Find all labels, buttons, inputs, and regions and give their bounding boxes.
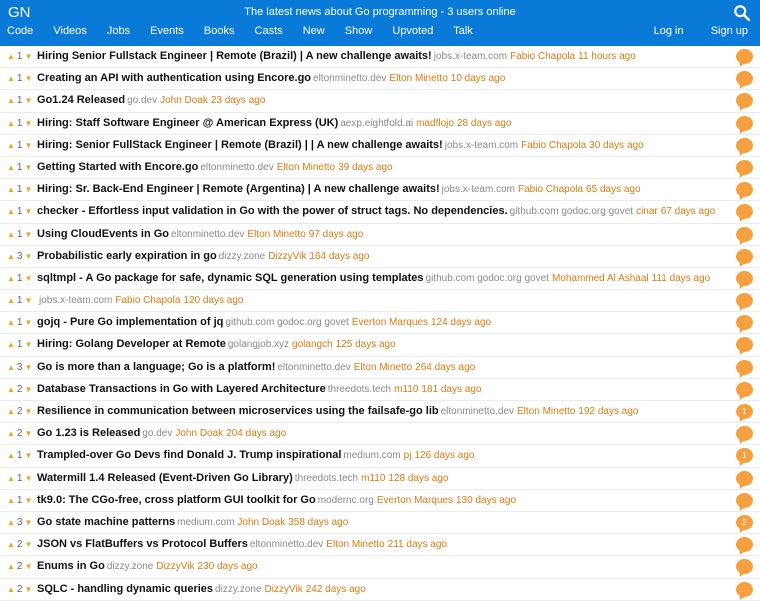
story-body	[37, 427, 730, 439]
story-time[interactable]: 164 days ago	[309, 250, 370, 262]
score-count: 1	[16, 184, 23, 196]
story-row	[0, 135, 760, 157]
story-author[interactable]: John Doak	[160, 95, 208, 107]
story-time[interactable]: 28 days ago	[456, 117, 512, 129]
downvote-icon[interactable]: ▼	[24, 273, 33, 283]
story-author[interactable]: Elton Minetto	[389, 73, 448, 85]
main-nav	[0, 24, 760, 44]
story-row	[0, 113, 760, 135]
downvote-icon[interactable]: ▼	[24, 318, 33, 328]
story-body	[37, 560, 730, 572]
story-author[interactable]: golangch	[292, 339, 333, 351]
vote-control	[7, 51, 35, 62]
nav-talk[interactable]: Talk	[453, 25, 473, 37]
score-count: 1	[16, 472, 23, 484]
story-time[interactable]: 11 hours ago	[578, 51, 636, 62]
comment-bubble-icon[interactable]	[736, 448, 753, 463]
comment-bubble-icon[interactable]	[736, 337, 753, 352]
vote-control	[7, 140, 35, 151]
story-domain[interactable]: github.com godoc.org govet	[509, 206, 634, 218]
downvote-icon[interactable]: ▼	[24, 296, 33, 306]
comment-bubble-icon[interactable]	[736, 404, 753, 419]
story-row	[0, 290, 760, 312]
story-list	[0, 46, 760, 601]
story-body	[37, 361, 730, 373]
story-row	[0, 512, 760, 534]
nav-upvoted[interactable]: Upvoted	[392, 25, 434, 37]
upvote-icon[interactable]: ▲	[7, 384, 15, 394]
story-body	[37, 250, 730, 262]
story-domain[interactable]: dizzy.zone	[106, 561, 154, 573]
story-author[interactable]: m110	[361, 472, 386, 484]
site-tagline: The latest news about Go programming - 3 users online	[244, 6, 516, 18]
story-row	[0, 201, 760, 223]
story-row	[0, 579, 760, 601]
story-body	[37, 538, 730, 550]
upvote-icon[interactable]: ▲	[7, 118, 15, 128]
score-count: 1	[16, 295, 23, 307]
vote-control	[7, 495, 35, 506]
story-author[interactable]: DizzyVik	[264, 583, 303, 595]
story-title[interactable]: Hiring: Sr. Back-End Engineer | Remote (Argentina) | A new challenge awaits!	[37, 183, 440, 196]
upvote-icon[interactable]: ▲	[7, 185, 15, 195]
nav-events[interactable]: Events	[150, 25, 184, 37]
story-row	[0, 68, 760, 90]
search-icon[interactable]	[733, 4, 751, 22]
downvote-icon[interactable]: ▼	[24, 540, 33, 550]
upvote-icon[interactable]: ▲	[7, 562, 15, 572]
story-time[interactable]: 211 days ago	[387, 539, 447, 551]
story-domain[interactable]: jobs.x-team.com	[441, 184, 515, 196]
upvote-icon[interactable]: ▲	[7, 52, 15, 61]
comment-bubble-icon[interactable]	[736, 93, 753, 108]
downvote-icon[interactable]: ▼	[24, 74, 33, 84]
story-time[interactable]: 192 days ago	[578, 406, 639, 417]
story-body	[37, 117, 730, 129]
downvote-icon[interactable]: ▼	[24, 562, 33, 572]
vote-control	[7, 251, 35, 262]
story-time[interactable]: 10 days ago	[450, 73, 506, 85]
downvote-icon[interactable]: ▼	[24, 229, 33, 239]
comment-bubble-icon[interactable]	[736, 471, 753, 486]
story-author[interactable]: Elton Minetto	[517, 406, 576, 417]
vote-control	[7, 450, 35, 461]
story-body	[37, 316, 730, 328]
story-author[interactable]: Elton Minetto	[326, 539, 385, 551]
score-count: 1	[16, 228, 23, 240]
comment-bubble-icon[interactable]	[736, 49, 753, 64]
vote-control	[7, 73, 35, 84]
story-title[interactable]: Go 1.23 is Released	[37, 427, 141, 440]
story-title[interactable]: Resilience in communication between microservices using the failsafe-go lib	[37, 405, 439, 417]
site-logo[interactable]: GN	[8, 4, 31, 21]
score-count: 1	[16, 139, 23, 151]
login-link[interactable]: Log in	[653, 25, 684, 37]
upvote-icon[interactable]: ▲	[7, 207, 15, 217]
story-domain[interactable]: eltonminetto.dev	[313, 73, 387, 85]
score-count: 1	[16, 317, 23, 329]
story-body	[37, 516, 730, 528]
nav-right	[642, 25, 760, 37]
story-author[interactable]: Elton Minetto	[247, 228, 306, 240]
story-author[interactable]: Fabio Chapola	[115, 295, 181, 307]
story-row	[0, 268, 760, 290]
story-time[interactable]: 124 days ago	[430, 317, 492, 329]
nav-jobs[interactable]: Jobs	[106, 25, 131, 37]
vote-control	[7, 384, 35, 395]
vote-control	[7, 584, 35, 595]
score-count: 1	[16, 95, 23, 107]
story-domain[interactable]: eltonminetto.dev	[277, 361, 351, 373]
story-author[interactable]: Everton Marques	[376, 494, 453, 506]
upvote-icon[interactable]: ▲	[7, 540, 15, 550]
story-time[interactable]: 204 days ago	[226, 428, 287, 440]
downvote-icon[interactable]: ▼	[24, 584, 33, 594]
story-time[interactable]: 67 days ago	[660, 206, 716, 218]
story-author[interactable]: Fabio Chapola	[510, 51, 576, 62]
story-time[interactable]: 65 days ago	[586, 184, 641, 196]
vote-control	[7, 362, 35, 373]
nav-videos[interactable]: Videos	[53, 25, 87, 37]
story-time[interactable]: 39 days ago	[338, 161, 393, 173]
downvote-icon[interactable]: ▼	[24, 407, 33, 416]
story-row	[0, 468, 760, 490]
story-row	[0, 357, 760, 379]
upvote-icon[interactable]: ▲	[7, 296, 15, 306]
story-time[interactable]: 111 days ago	[651, 272, 711, 284]
story-title[interactable]: sqltmpl - A Go package for safe, dynamic SQL generation using templates	[37, 271, 424, 284]
vote-control	[7, 184, 35, 195]
upvote-icon[interactable]: ▲	[7, 362, 15, 372]
story-row	[0, 224, 760, 246]
story-time[interactable]: 30 days ago	[589, 139, 644, 151]
story-row	[0, 379, 760, 401]
story-title[interactable]: Go state machine patterns	[37, 515, 176, 528]
story-author[interactable]: Fabio Chapola	[521, 139, 587, 151]
story-domain[interactable]: modernc.org	[317, 494, 374, 506]
upvote-icon[interactable]: ▲	[7, 251, 15, 261]
story-title[interactable]: JSON vs FlatBuffers vs Protocol Buffers	[37, 538, 248, 551]
story-title[interactable]: Go is more than a language; Go is a platform!	[37, 360, 276, 373]
story-body	[37, 405, 730, 417]
comment-bubble-icon[interactable]	[736, 493, 753, 508]
vote-control	[7, 273, 35, 284]
score-count: 2	[16, 561, 23, 573]
story-title[interactable]: Using CloudEvents in Go	[37, 227, 170, 240]
score-count: 1	[16, 206, 23, 218]
upvote-icon[interactable]: ▲	[7, 318, 15, 328]
vote-control	[7, 206, 35, 217]
upvote-icon[interactable]: ▲	[7, 96, 15, 106]
nav-new[interactable]: New	[302, 25, 325, 37]
story-author[interactable]: Everton Marques	[351, 317, 428, 329]
story-time[interactable]: 120 days ago	[183, 295, 244, 307]
story-row	[0, 423, 760, 445]
score-count: 2	[16, 428, 23, 440]
story-domain[interactable]: eltonminetto.dev	[171, 228, 245, 240]
downvote-icon[interactable]: ▼	[24, 162, 33, 172]
story-row	[0, 534, 760, 556]
vote-control	[7, 118, 35, 129]
story-body	[37, 272, 730, 284]
story-domain[interactable]: go.dev	[142, 428, 173, 440]
story-title[interactable]: Creating an API with authentication using Encore.go	[37, 72, 312, 85]
story-title[interactable]: Hiring Senior Fullstack Engineer | Remote (Brazil) | A new challenge awaits!	[37, 50, 432, 62]
story-domain[interactable]: go.dev	[127, 95, 158, 107]
upvote-icon[interactable]: ▲	[7, 517, 15, 527]
signup-link[interactable]: Sign up	[710, 25, 748, 37]
downvote-icon[interactable]: ▼	[24, 473, 33, 483]
vote-control	[7, 473, 35, 484]
upvote-icon[interactable]: ▲	[7, 340, 15, 350]
score-count: 3	[16, 361, 23, 373]
downvote-icon[interactable]: ▼	[24, 251, 33, 261]
story-row	[0, 556, 760, 578]
comment-bubble-icon[interactable]	[736, 271, 753, 286]
story-body	[37, 72, 730, 84]
downvote-icon[interactable]: ▼	[24, 362, 33, 372]
comment-bubble-icon[interactable]	[736, 315, 753, 330]
downvote-icon[interactable]: ▼	[24, 384, 33, 394]
score-count: 2	[16, 383, 23, 395]
story-body	[37, 183, 730, 195]
upvote-icon[interactable]: ▲	[7, 162, 15, 172]
story-domain[interactable]: jobs.x-team.com	[39, 295, 113, 307]
vote-control	[7, 162, 35, 173]
score-count: 1	[16, 339, 23, 351]
story-time[interactable]: 242 days ago	[305, 583, 366, 595]
story-body	[37, 94, 730, 106]
vote-control	[7, 339, 35, 350]
downvote-icon[interactable]: ▼	[24, 495, 33, 505]
upvote-icon[interactable]: ▲	[7, 140, 15, 150]
vote-control	[7, 295, 35, 306]
story-domain[interactable]: medium.com	[177, 516, 235, 528]
downvote-icon[interactable]: ▼	[24, 517, 33, 527]
comment-bubble-icon[interactable]	[736, 71, 753, 86]
story-title[interactable]: Go1.24 Released	[37, 94, 126, 107]
story-domain[interactable]: threedots.tech	[327, 383, 392, 395]
story-body	[37, 139, 730, 151]
vote-control	[7, 561, 35, 572]
vote-control	[7, 406, 35, 417]
story-body	[37, 583, 730, 595]
downvote-icon[interactable]: ▼	[24, 429, 33, 439]
story-domain[interactable]: golangjob.xyz	[227, 339, 290, 351]
story-author[interactable]: Elton Minetto	[276, 161, 336, 173]
story-body	[37, 494, 730, 506]
story-time[interactable]: 130 days ago	[456, 494, 517, 506]
upvote-icon[interactable]: ▲	[7, 273, 15, 283]
story-body	[37, 294, 730, 306]
story-domain[interactable]: github.com godoc.org govet	[225, 317, 349, 329]
story-title[interactable]: Probabilistic early expiration in go	[37, 249, 217, 262]
story-body	[37, 50, 730, 62]
story-title[interactable]: Trampled-over Go Devs find Donald J. Trump inspirational	[37, 449, 342, 462]
comment-bubble-icon[interactable]	[736, 382, 753, 397]
score-count: 1	[16, 450, 23, 462]
story-body	[37, 449, 730, 461]
upvote-icon[interactable]: ▲	[7, 407, 15, 416]
score-count: 1	[16, 117, 23, 129]
vote-control	[7, 95, 35, 106]
story-title[interactable]: tk9.0: The CGo-free, cross platform GUI toolkit for Go	[37, 493, 316, 506]
score-count: 1	[16, 73, 23, 85]
upvote-icon[interactable]: ▲	[7, 451, 15, 461]
vote-control	[7, 229, 35, 240]
comment-bubble-icon[interactable]	[736, 537, 753, 552]
story-author[interactable]: Fabio Chapola	[518, 184, 584, 196]
score-count: 2	[16, 406, 23, 417]
upvote-icon[interactable]: ▲	[7, 429, 15, 439]
vote-control	[7, 317, 35, 328]
score-count: 1	[16, 272, 23, 284]
story-author[interactable]: Elton Minetto	[353, 361, 413, 373]
story-domain[interactable]: dizzy.zone	[218, 250, 266, 262]
score-count: 1	[16, 51, 23, 62]
comment-bubble-icon[interactable]	[736, 227, 753, 242]
nav-show[interactable]: Show	[344, 25, 373, 37]
story-author[interactable]: John Doak	[237, 516, 286, 528]
story-row	[0, 157, 760, 179]
upvote-icon[interactable]: ▲	[7, 473, 15, 483]
story-domain[interactable]: jobs.x-team.com	[433, 51, 508, 62]
story-domain[interactable]: eltonminetto.dev	[440, 406, 515, 417]
story-time[interactable]: 264 days ago	[415, 361, 476, 373]
story-title[interactable]: Hiring: Golang Developer at Remote	[37, 338, 226, 351]
story-domain[interactable]: eltonminetto.dev	[249, 539, 324, 551]
comment-bubble-icon[interactable]	[736, 249, 753, 264]
story-time[interactable]: 128 days ago	[388, 472, 449, 484]
story-domain[interactable]: aexp.eightfold.ai	[340, 117, 414, 129]
downvote-icon[interactable]: ▼	[24, 140, 33, 150]
story-row	[0, 179, 760, 201]
story-author[interactable]: pj	[403, 450, 412, 462]
story-row	[0, 46, 760, 68]
comment-bubble-icon[interactable]	[736, 182, 753, 197]
story-author[interactable]: cinar	[636, 206, 658, 218]
comment-bubble-icon[interactable]	[736, 116, 753, 131]
score-count: 2	[16, 583, 23, 595]
story-time[interactable]: 230 days ago	[197, 561, 258, 573]
story-title[interactable]: Hiring: Staff Software Engineer @ American Express (UK)	[37, 116, 339, 129]
story-title[interactable]: Getting Started with Encore.go	[37, 160, 199, 173]
downvote-icon[interactable]: ▼	[24, 451, 33, 461]
story-author[interactable]: John Doak	[175, 428, 224, 440]
comment-bubble-icon[interactable]	[736, 138, 753, 153]
downvote-icon[interactable]: ▼	[24, 52, 33, 61]
downvote-icon[interactable]: ▼	[24, 207, 33, 217]
score-count: 2	[16, 539, 23, 551]
story-time[interactable]: 358 days ago	[288, 516, 349, 528]
comment-bubble-icon[interactable]	[736, 293, 753, 308]
story-author[interactable]: m110	[394, 383, 419, 395]
score-count: 3	[16, 516, 23, 528]
upvote-icon[interactable]: ▲	[7, 229, 15, 239]
story-title[interactable]: SQLC - handling dynamic queries	[37, 582, 214, 595]
story-title[interactable]: Watermill 1.4 Released (Event-Driven Go Library)	[37, 471, 293, 484]
story-row	[0, 246, 760, 268]
story-body	[37, 161, 730, 173]
story-title[interactable]: Hiring: Senior FullStack Engineer | Remote (Brazil) | | A new challenge awaits!	[37, 138, 443, 151]
comment-bubble-icon[interactable]	[736, 559, 753, 574]
story-title[interactable]: checker - Effortless input validation in Go with the power of struct tags. No dependencies.	[37, 205, 508, 218]
story-time[interactable]: 126 days ago	[414, 450, 475, 462]
story-body	[37, 338, 730, 350]
story-row	[0, 334, 760, 356]
comment-bubble-icon[interactable]	[736, 360, 753, 375]
nav-code[interactable]: Code	[7, 25, 34, 37]
story-domain[interactable]: dizzy.zone	[215, 583, 262, 595]
comment-bubble-icon[interactable]	[736, 515, 753, 530]
story-time[interactable]: 23 days ago	[210, 95, 266, 107]
story-author[interactable]: Mohammed Al Ashaal	[551, 272, 649, 284]
downvote-icon[interactable]: ▼	[24, 96, 33, 106]
score-count: 3	[16, 250, 23, 262]
comment-count: 2	[742, 517, 747, 527]
comment-bubble-icon[interactable]	[736, 204, 753, 219]
story-body	[37, 472, 730, 484]
vote-control	[7, 517, 35, 528]
story-time[interactable]: 97 days ago	[308, 228, 364, 240]
story-time[interactable]: 125 days ago	[335, 339, 396, 351]
story-domain[interactable]: eltonminetto.dev	[200, 161, 274, 173]
comment-bubble-icon[interactable]	[736, 582, 753, 597]
site-header	[0, 0, 760, 46]
story-domain[interactable]: jobs.x-team.com	[444, 139, 519, 151]
story-author[interactable]: DizzyVik	[268, 250, 307, 262]
comment-bubble-icon[interactable]	[736, 426, 753, 441]
story-body	[37, 205, 730, 217]
nav-books[interactable]: Books	[203, 25, 235, 37]
upvote-icon[interactable]: ▲	[7, 495, 15, 505]
score-count: 1	[16, 494, 23, 506]
upvote-icon[interactable]: ▲	[7, 584, 15, 594]
nav-left	[7, 25, 490, 37]
story-body	[37, 383, 730, 395]
story-domain[interactable]: threedots.tech	[294, 472, 359, 484]
story-row	[0, 401, 760, 423]
story-domain[interactable]: github.com godoc.org govet	[425, 272, 549, 284]
story-row	[0, 445, 760, 467]
story-domain[interactable]: medium.com	[343, 450, 401, 462]
story-time[interactable]: 181 days ago	[421, 383, 482, 395]
vote-control	[7, 428, 35, 439]
downvote-icon[interactable]: ▼	[24, 118, 33, 128]
story-author[interactable]: DizzyVik	[156, 561, 195, 573]
story-body	[37, 228, 730, 240]
upvote-icon[interactable]: ▲	[7, 74, 15, 84]
story-row	[0, 490, 760, 512]
vote-control	[7, 539, 35, 550]
story-title[interactable]: gojq - Pure Go implementation of jq	[37, 316, 224, 329]
story-author[interactable]: madflojo	[416, 117, 454, 129]
story-title[interactable]: Enums in Go	[37, 560, 105, 573]
comment-count: 1	[742, 407, 747, 416]
nav-casts[interactable]: Casts	[254, 25, 283, 37]
downvote-icon[interactable]: ▼	[24, 340, 33, 350]
comment-bubble-icon[interactable]	[736, 160, 753, 175]
story-row	[0, 90, 760, 112]
comment-count: 1	[742, 451, 747, 461]
downvote-icon[interactable]: ▼	[24, 185, 33, 195]
score-count: 1	[16, 161, 23, 173]
story-row	[0, 312, 760, 334]
story-title[interactable]: Database Transactions in Go with Layered Architecture	[37, 382, 326, 395]
